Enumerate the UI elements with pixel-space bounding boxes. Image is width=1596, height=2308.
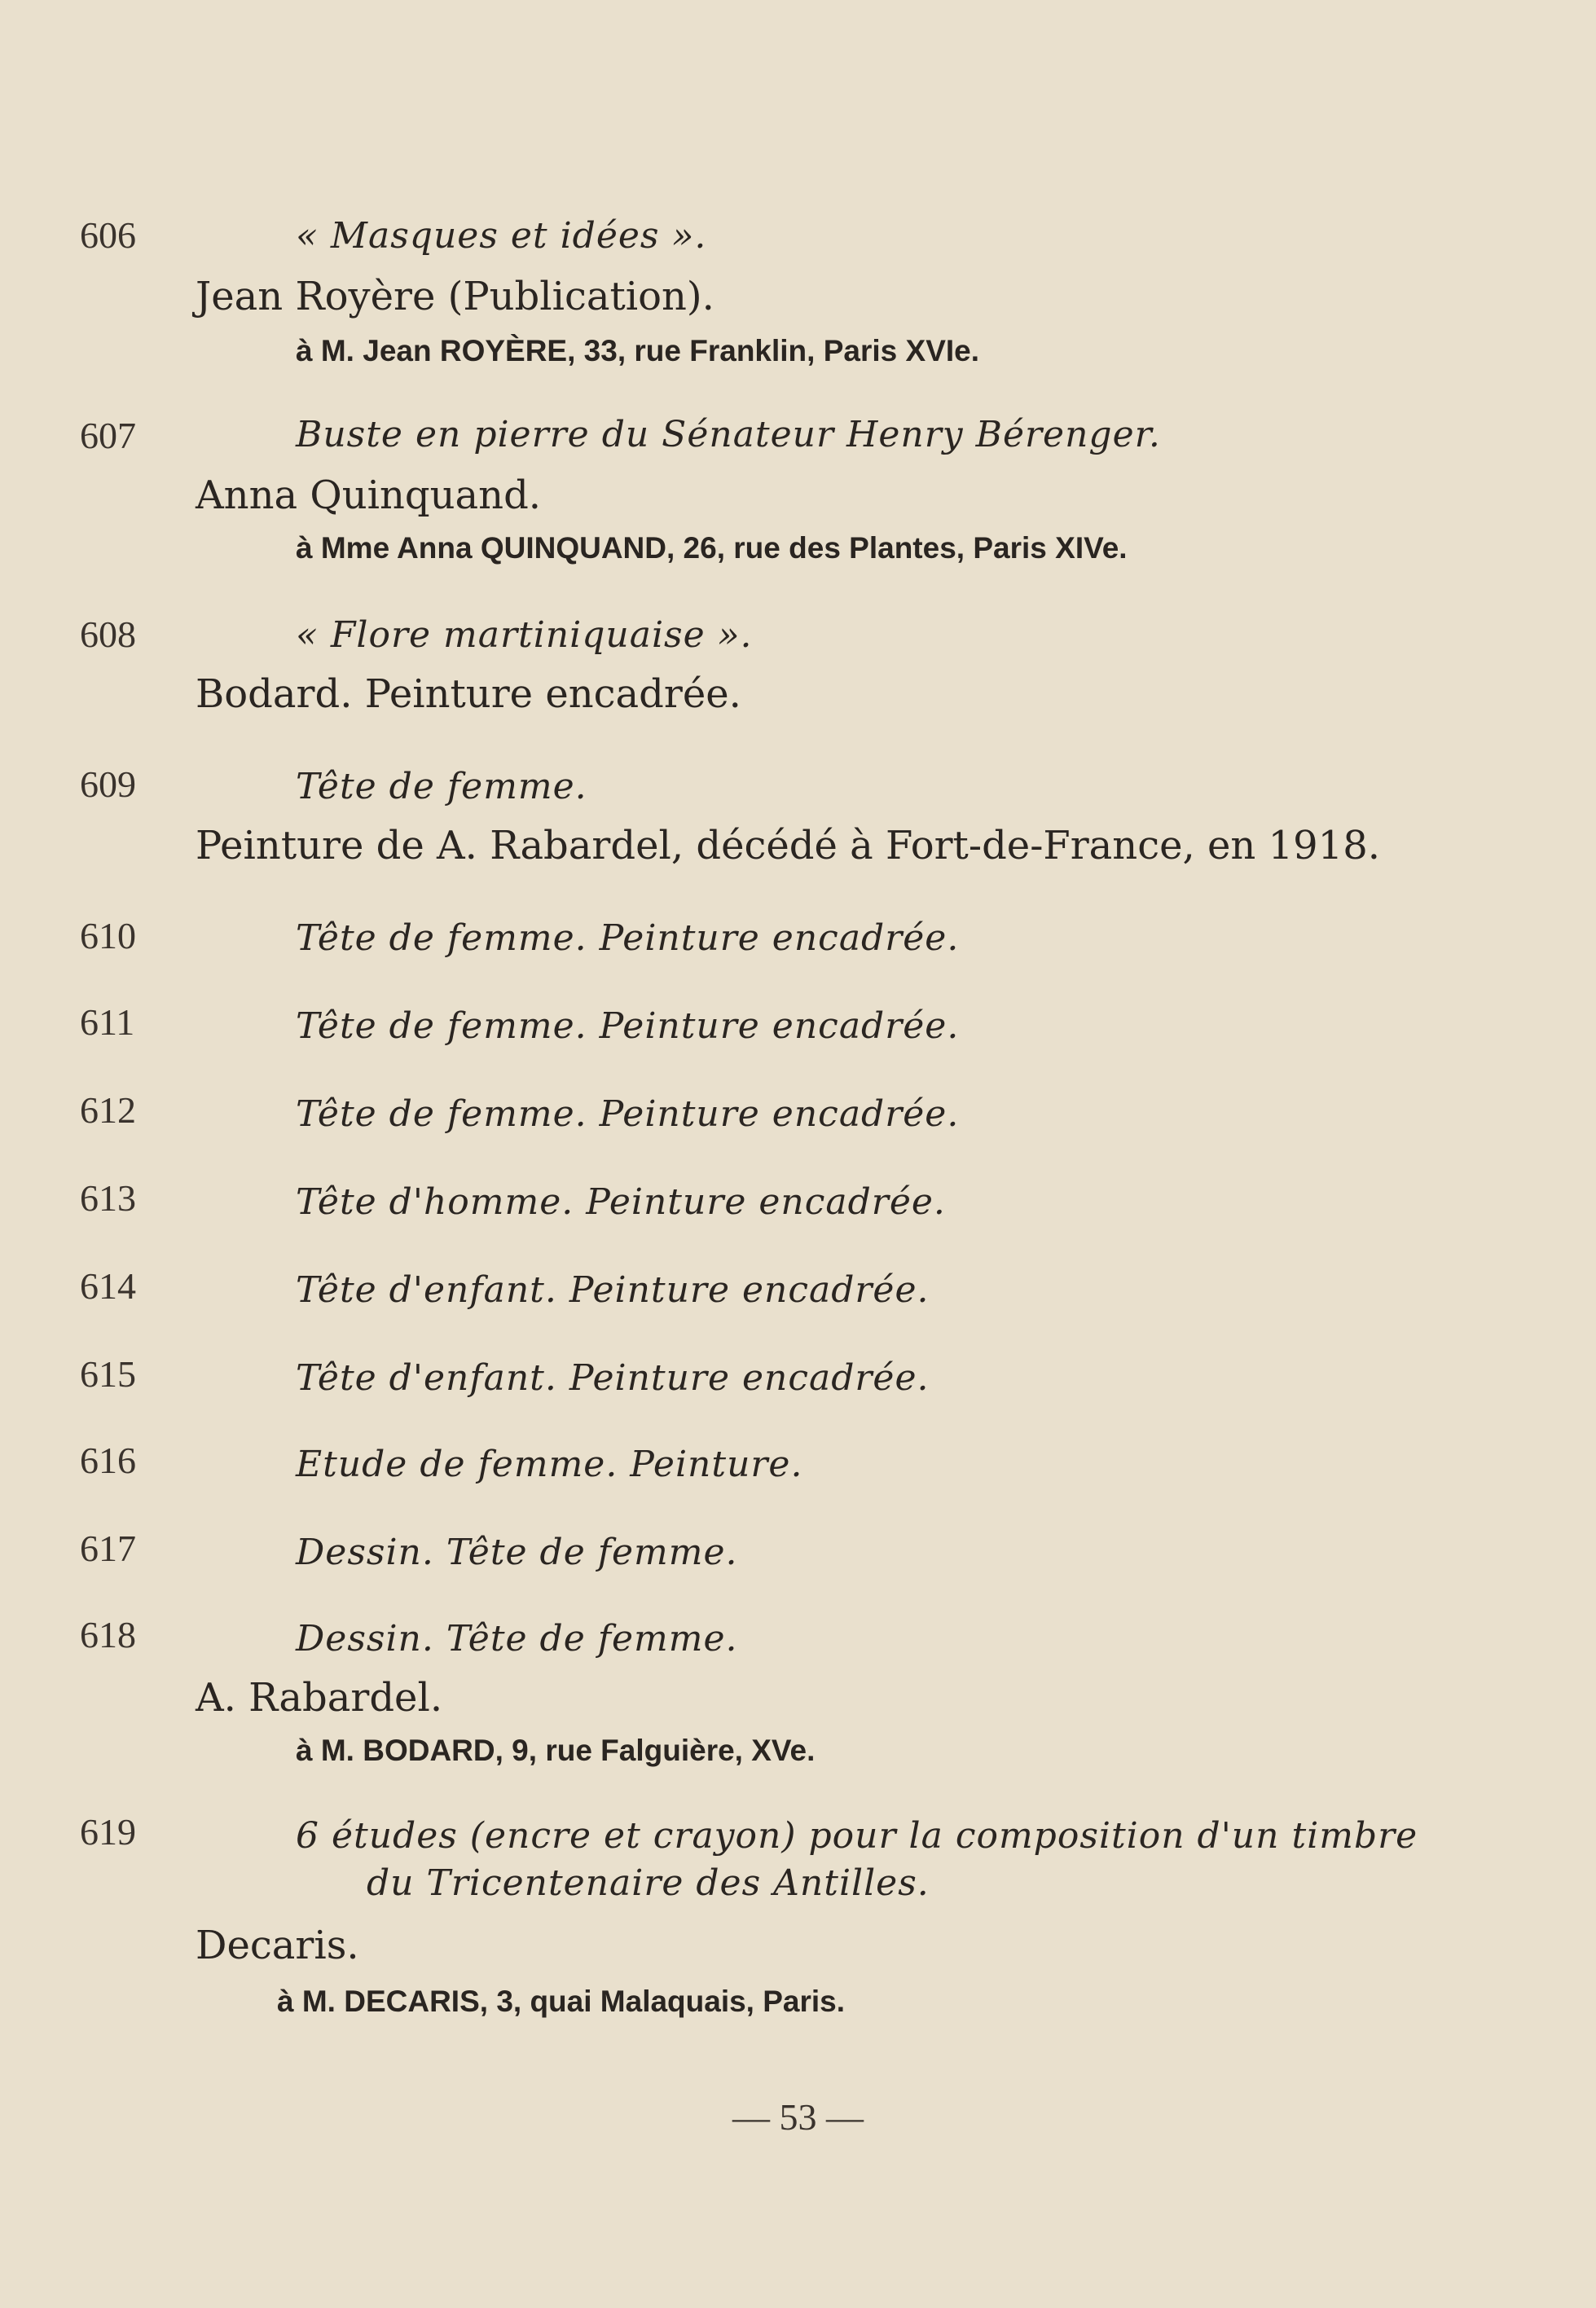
entry-number: 614 xyxy=(80,1265,136,1307)
entry-title: « Flore martiniquaise ». xyxy=(296,614,753,656)
entry-artist: A. Rabardel. xyxy=(196,1675,443,1721)
entry-number: 616 xyxy=(80,1440,136,1481)
entry-number: 617 xyxy=(80,1528,136,1569)
entry-number: 610 xyxy=(80,915,136,956)
entry-number: 607 xyxy=(80,415,136,456)
entry-artist: Bodard. Peinture encadrée. xyxy=(196,671,741,717)
entry-number: 613 xyxy=(80,1177,136,1219)
entry-number: 615 xyxy=(80,1353,136,1395)
entry-artist: Anna Quinquand. xyxy=(196,473,542,518)
entry-title: Dessin. Tête de femme. xyxy=(296,1618,738,1660)
entry-artist: Jean Royère (Publication). xyxy=(196,274,714,319)
entry-recipient: à M. BODARD, 9, rue Falguière, XVe. xyxy=(296,1734,816,1767)
entry-recipient: à M. DECARIS, 3, quai Malaquais, Paris. xyxy=(277,1985,846,2018)
entry-artist: Peinture de A. Rabardel, décédé à Fort-de-France, en 1918. xyxy=(196,823,1380,868)
entry-recipient: à M. Jean ROYÈRE, 33, rue Franklin, Paris XVIe. xyxy=(296,334,980,367)
entry-title: Buste en pierre du Sénateur Henry Bérenger. xyxy=(296,414,1161,455)
entry-number: 612 xyxy=(80,1089,136,1131)
entry-recipient: à Mme Anna QUINQUAND, 26, rue des Plantes, Paris XIVe. xyxy=(296,531,1128,565)
entry-number: 609 xyxy=(80,763,136,805)
entry-title-continuation: du Tricentenaire des Antilles. xyxy=(367,1862,930,1904)
entry-title: Tête d'homme. Peinture encadrée. xyxy=(296,1181,946,1223)
entry-title: « Masques et idées ». xyxy=(296,215,707,257)
entry-title: Tête de femme. Peinture encadrée. xyxy=(296,1093,960,1135)
entry-title: 6 études (encre et crayon) pour la composition d'un timbre xyxy=(296,1815,1418,1857)
entry-title: Tête de femme. xyxy=(296,766,587,807)
entry-title: Etude de femme. Peinture. xyxy=(296,1444,803,1485)
entry-title: Tête de femme. Peinture encadrée. xyxy=(296,1005,960,1047)
entry-number: 608 xyxy=(80,613,136,655)
entry-number: 618 xyxy=(80,1614,136,1655)
entry-title: Tête d'enfant. Peinture encadrée. xyxy=(296,1357,930,1399)
entry-number: 611 xyxy=(80,1001,135,1043)
entry-title: Tête d'enfant. Peinture encadrée. xyxy=(296,1269,930,1311)
entry-title: Tête de femme. Peinture encadrée. xyxy=(296,917,960,959)
entry-title: Dessin. Tête de femme. xyxy=(296,1532,738,1573)
entry-number: 606 xyxy=(80,214,136,256)
page-number: — 53 — xyxy=(732,2096,864,2138)
entry-artist: Decaris. xyxy=(196,1923,359,1968)
entry-number: 619 xyxy=(80,1811,136,1853)
